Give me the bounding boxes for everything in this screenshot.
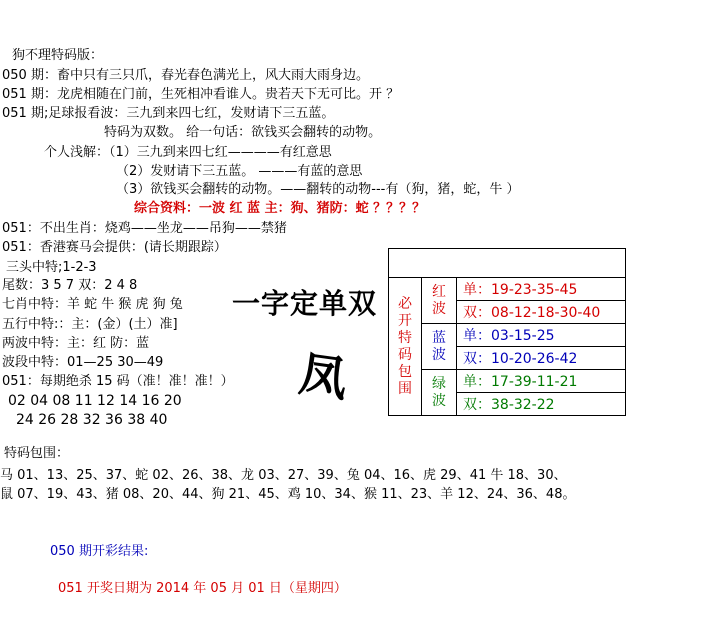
kill-numbers-2: 24 26 28 32 36 38 40 (16, 412, 168, 428)
prev-051-line: 051 期：龙虎相随在门前，生死相冲看谁人。贵若天下无可比。开 ？ (2, 87, 400, 102)
table-header-blank (389, 249, 626, 278)
hk-line: 051：香港赛马会提供：(请长期跟踪） (2, 240, 227, 255)
red-wave-text: 红 波 (432, 283, 446, 317)
no-zodiac-line: 051：不出生肖：烧鸡——坐龙——吊狗——禁猪 (2, 221, 287, 236)
vertical-label-text: 必 开 特 码 包 围 (398, 295, 412, 397)
table-row-red-odd: 单：19-23-35-45 (457, 278, 626, 301)
personal-interpretation: 个人浅解：（1）三九到来四七红————有红意思 (44, 145, 332, 160)
table-row-blue-even: 双：10-20-26-42 (457, 347, 626, 370)
prev-050-line: 050 期：畜中只有三只爪，春光春色满光上，风大雨大雨身边。 (2, 68, 369, 83)
calligraphy-character: 凤 (295, 345, 352, 409)
two-wave-line: 两波中特：主：红 防：蓝 (2, 336, 150, 351)
green-wave-label (422, 370, 457, 416)
vertical-label (389, 278, 422, 416)
three-head-line: 三头中特;1-2-3 (6, 260, 97, 275)
green-wave-text: 绿 波 (432, 375, 446, 409)
table-row-green-odd: 单：17-39-11-21 (457, 370, 626, 393)
kill-line: 051：每期绝杀 15 码（准！准！准！） (2, 374, 234, 389)
hint-line: 特码为双数。 给一句话：欲钱买会翻转的动物。 (104, 125, 382, 140)
summary-line: 综合资料：一波 红 蓝 主：狗、猪防：蛇 ？？？？ (134, 201, 426, 216)
blue-wave-label (422, 324, 457, 370)
draw-date: 051 开奖日期为 2014 年 05 月 01 日（星期四） (58, 581, 347, 596)
wrap-line-1: 马 01、13、25、37、蛇 02、26、38、龙 03、27、39、兔 04、16、虎 29、41 牛 18、30、 (0, 468, 567, 483)
table-row-red-even: 双：08-12-18-30-40 (457, 301, 626, 324)
interpretation-3: （3）欲钱买会翻转的动物。——翻转的动物---有（狗，猪，蛇，牛 ） (116, 182, 520, 197)
wrap-title: 特码包围： (4, 446, 70, 461)
segment-line: 波段中特：01—25 30—49 (2, 355, 164, 370)
tail-line: 尾数：3 5 7 双：2 4 8 (2, 278, 138, 293)
interpretation-2: （2）发财请下三五蓝。 ———有蓝的意思 (116, 164, 363, 179)
page-title: 狗不理特码版： (12, 48, 104, 63)
red-wave-label (422, 278, 457, 324)
table-row-green-even: 双：38-32-22 (457, 393, 626, 416)
special-code-table (388, 248, 626, 416)
wrap-line-2: 鼠 07、19、43、猪 08、20、44、狗 21、45、鸡 10、34、猴 11、23、羊 12、24、36、48。 (0, 487, 576, 502)
football-line: 051 期;足球报看波：三九到来四七红，发财请下三五蓝。 (2, 106, 335, 121)
five-element-line: 五行中特:：主：(金）(土）准] (2, 317, 178, 332)
table-row-blue-odd: 单：03-15-25 (457, 324, 626, 347)
blue-wave-text: 蓝 波 (432, 329, 446, 363)
single-double-phrase: 一字定单双 (232, 287, 378, 320)
kill-numbers-1: 02 04 08 11 12 14 16 20 (8, 393, 182, 409)
seven-zodiac-line: 七肖中特：羊 蛇 牛 猴 虎 狗 兔 (2, 297, 183, 312)
result-heading: 050 期开彩结果: (50, 544, 149, 559)
